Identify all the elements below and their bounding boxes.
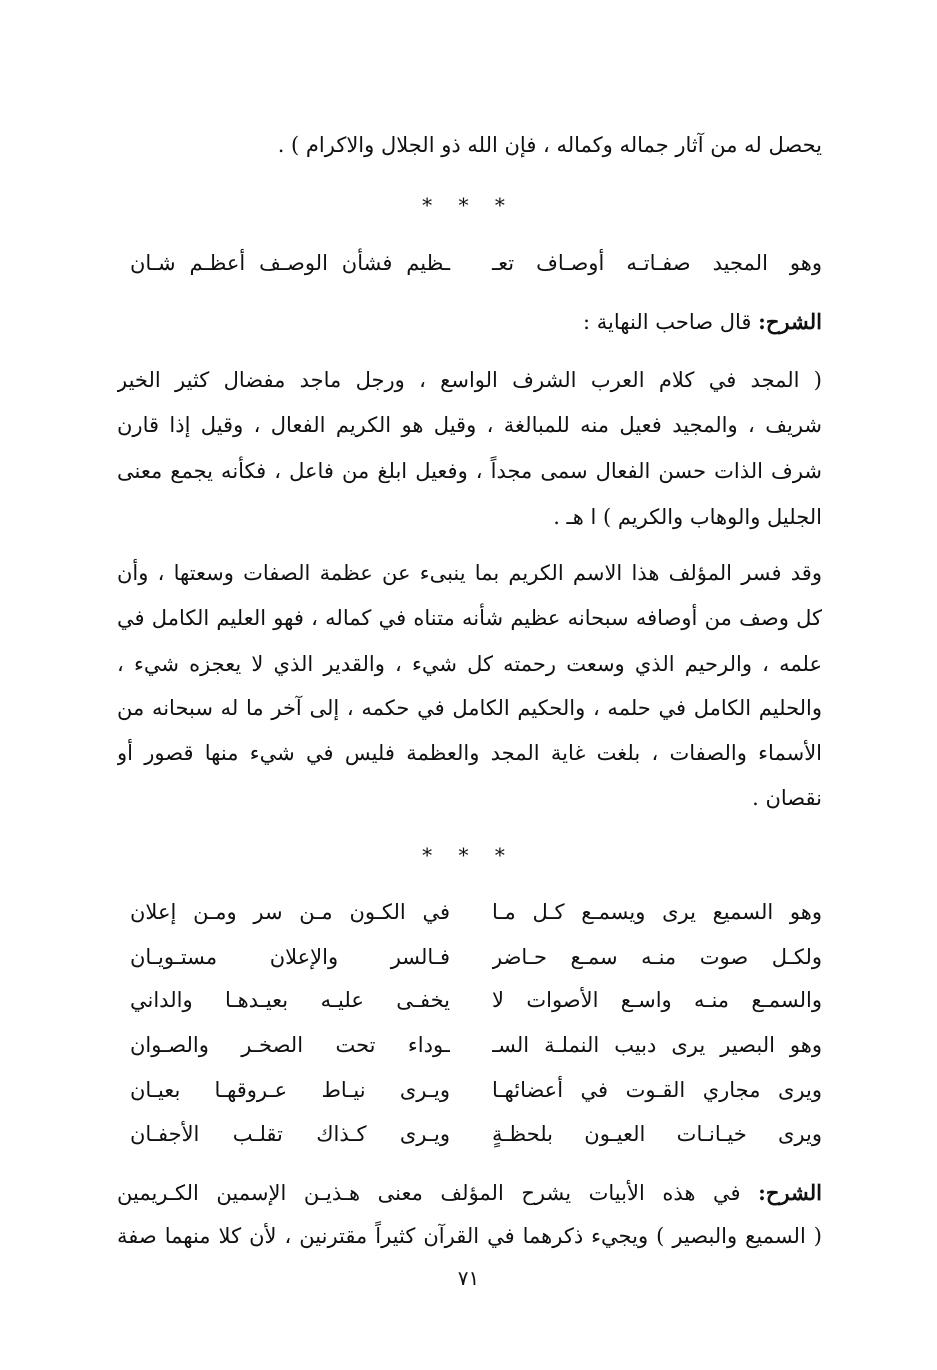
verse-first-hemistich: وهو المجيد صفـاتـه أوصـاف تعـ [492, 251, 822, 275]
text-line: الجليل والوهاب والكريم ) ا هـ . [553, 505, 822, 529]
text-line: الأسماء والصفات ، بلغت غاية المجد والعظمة فليس في شيء منها قصور أو [117, 741, 822, 765]
text-line: كل وصف من أوصافه سبحانه عظيم شأنه متناه في كماله ، فهو العليم الكامل في [117, 606, 822, 630]
verse-first-hemistich: وهو السميع يرى ويسمـع كـل مـا [492, 900, 822, 924]
verse-second-hemistich: في الكـون مـن سر ومـن إعلان [130, 900, 450, 924]
text-line: ( السميع والبصير ) ويجيء ذكرهما في القرآن كثيراً مقترنين ، لأن كلا منهما صفة [117, 1224, 822, 1248]
sharh-label: الشرح: [758, 309, 822, 334]
text-line: نقصان . [752, 786, 822, 810]
sharh-heading [117, 1178, 822, 1208]
text-line: علمه ، والرحيم الذي وسعت رحمته كل شيء ، والقدير الذي لا يعجزه شيء ، [117, 652, 822, 676]
text-line: شريف ، والمجيد فعيل منه للمبالغة ، وقيل هو الكريم الفعال ، وقيل إذا قارن [117, 413, 822, 437]
verse-second-hemistich: يخفـى عليـه بعيـدهـا والداني [130, 988, 450, 1012]
text-line: والحليم الكامل في حلمه ، والحكيم الكامل في حكمه ، إلى آخر ما له سبحانه من [117, 696, 822, 720]
verse-first-hemistich: ويرى خيـانـات العيـون بلحظـةٍ [492, 1122, 822, 1146]
section-divider: * * * [422, 843, 515, 867]
sharh-heading [117, 307, 822, 337]
section-divider: * * * [422, 193, 515, 217]
page-number: ٧١ [457, 1266, 480, 1290]
verse-first-hemistich: والسمـع منـه واسـع الأصوات لا [492, 988, 822, 1012]
verse-first-hemistich: وهو البصير يرى دبيب النملـة السـ [492, 1033, 822, 1057]
verse-second-hemistich: ـظيم فشأن الوصـف أعظـم شـان [130, 251, 450, 275]
verse-second-hemistich: ويـرى نيـاط عـروقهـا بعيـان [130, 1078, 450, 1102]
text-line: ( المجد في كلام العرب الشرف الواسع ، ورجل ماجد مفضال كثير الخير [117, 368, 822, 392]
verse-first-hemistich: ويرى مجاري القـوت في أعضائهـا [492, 1078, 822, 1102]
verse-second-hemistich: ـوداء تحت الصخـر والصـوان [130, 1033, 450, 1057]
text-line: يحصل له من آثار جماله وكماله ، فإن الله ذو الجلال والاكرام ) . [277, 133, 822, 157]
verse-first-hemistich: ولكـل صوت منـه سمـع حـاضر [492, 945, 822, 969]
sharh-text: في هذه الأبيات يشرح المؤلف معنى هـذيـن الإسمين الكـريمين [117, 1181, 741, 1205]
verse-second-hemistich: ويـرى كـذاك تقلـب الأجفـان [130, 1122, 450, 1146]
verse-second-hemistich: فـالسر والإعلان مستـويـان [130, 945, 450, 969]
text-line: وقد فسر المؤلف هذا الاسم الكريم بما ينبىء عن عظمة الصفات وسعتها ، وأن [117, 561, 822, 585]
text-line: شرف الذات حسن الفعال سمى مجداً ، وفعيل ابلغ من فاعل ، فكأنه يجمع معنى [117, 459, 822, 483]
sharh-label: الشرح: [758, 1180, 822, 1205]
sharh-text: قال صاحب النهاية : [583, 310, 752, 334]
